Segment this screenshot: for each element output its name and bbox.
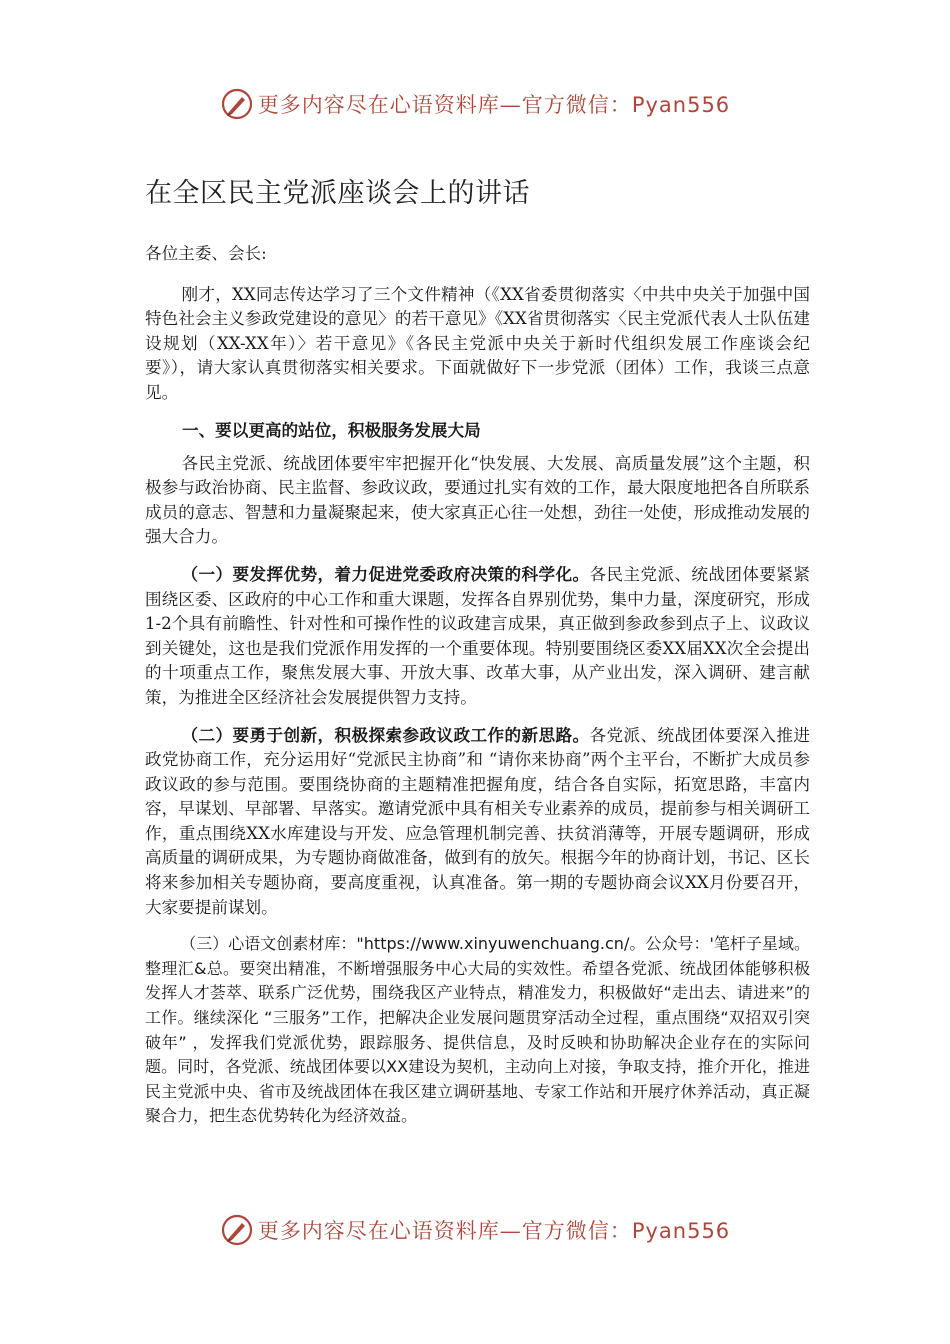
watermark-text: 更多内容尽在心语资料库—官方微信：Pyan556 [257, 1219, 731, 1243]
intro-paragraph: 刚才，XX同志传达学习了三个文件精神（《XX省委贯彻落实〈中共中央关于加强中国特色社会主义参政党建设的意见〉的若干意见》《XX省贯彻落实〈民主党派代表人士队伍建设规划（XX-XX年）〉若干意见》《各民主党派中央关于新时代组织发展工作座谈会纪要》），请大家认真贯彻落实相关要求。下面就做好下一步党派（团体）工作，我谈三点意见。 [145, 284, 810, 402]
item-3-paragraph: （三）心语文创素材库："https://www.xinyuwenchuang.cn/。公众号：'笔杆子星域。整理汇&总。要突出精准，不断增强服务中心大局的实效性。希望各党派、统战团体能够积极发挥人才荟萃、联系广泛优势，围绕我区产业特点，精准发力，积极做好“走出去、请进来”的工作。继续深化 “三服务”工作，把解决企业发展问题贯穿活动全过程，重点围绕“双招双引突破年” ，发挥我们党派优势，跟踪服务、提供信息，及时反映和协助解决企业存在的实际问题。同时，各党派、统战团体要以XX建设为契机，主动向上对接，争取支持，推介开化，推进民主党派中央、省市及统战团体在我区建立调研基地、专家工作站和开展疗休养活动，真正凝聚合力，把生态优势转化为经济效益。 [145, 934, 810, 1126]
item-2-paragraph [145, 723, 810, 921]
document-body [145, 170, 810, 1129]
item-1-lead: （一）要发挥优势，着力促进党委政府决策的科学化。 [181, 563, 590, 584]
greeting: 各位主委、会长: [145, 244, 267, 263]
item-2-body: 各党派、统战团体要深入推进政党协商工作，充分运用好“党派民主协商”和 “请你来协商”两个主平台，不断扩大成员参政议政的参与范围。要围绕协商的主题精准把握角度，结合各自实际，拓宽思路，丰富内容，早谋划、早部署、早落实。邀请党派中具有相关专业素养的成员，提前参与相关调研工作，重点围绕XX水库建设与开发、应急管理机制完善、扶贫消薄等，开展专题调研，形成高质量的调研成果，为专题协商做准备，做到有的放矢。根据今年的协商计划，书记、区长将来参加相关专题协商，要高度重视，认真准备。第一期的专题协商会议XX月份要召开，大家要提前谋划。 [145, 725, 811, 917]
footer-watermark-banner [0, 1210, 950, 1250]
watermark-text: 更多内容尽在心语资料库—官方微信：Pyan556 [257, 93, 731, 117]
document-title: 在全区民主党派座谈会上的讲话 [145, 178, 530, 209]
pen-logo-icon [220, 1213, 254, 1247]
section-1-paragraph: 各民主党派、统战团体要牢牢把握开化“快发展、大发展、高质量发展”这个主题，积极参与政治协商、民主监督、参政议政，要通过扎实有效的工作，最大限度地把各自所联系成员的意志、智慧和力量凝聚起来，使大家真正心往一处想，劲往一处使，形成推动发展的强大合力。 [145, 453, 810, 547]
item-2-lead: （二）要勇于创新，积极探索参政议政工作的新思路。 [181, 724, 590, 745]
item-1-paragraph [145, 562, 810, 711]
header-watermark-banner [0, 84, 950, 124]
section-1-heading: 一、要以更高的站位，积极服务发展大局 [182, 420, 481, 440]
item-1-body: 各民主党派、统战团体要紧紧围绕区委、区政府的中心工作和重大课题，发挥各自界别优势，集中力量，深度研究，形成1-2个具有前瞻性、针对性和可操作性的议政建言成果，真正做到参政参到点子上、议政议到关键处，这也是我们党派作用发挥的一个重要体现。特别要围绕区委XX届XX次全会提出的十项重点工作，聚焦发展大事、开放大事、改革大事，从产业出发，深入调研、建言献策，为推进全区经济社会发展提供智力支持。 [145, 564, 811, 707]
pen-logo-icon [220, 87, 254, 121]
